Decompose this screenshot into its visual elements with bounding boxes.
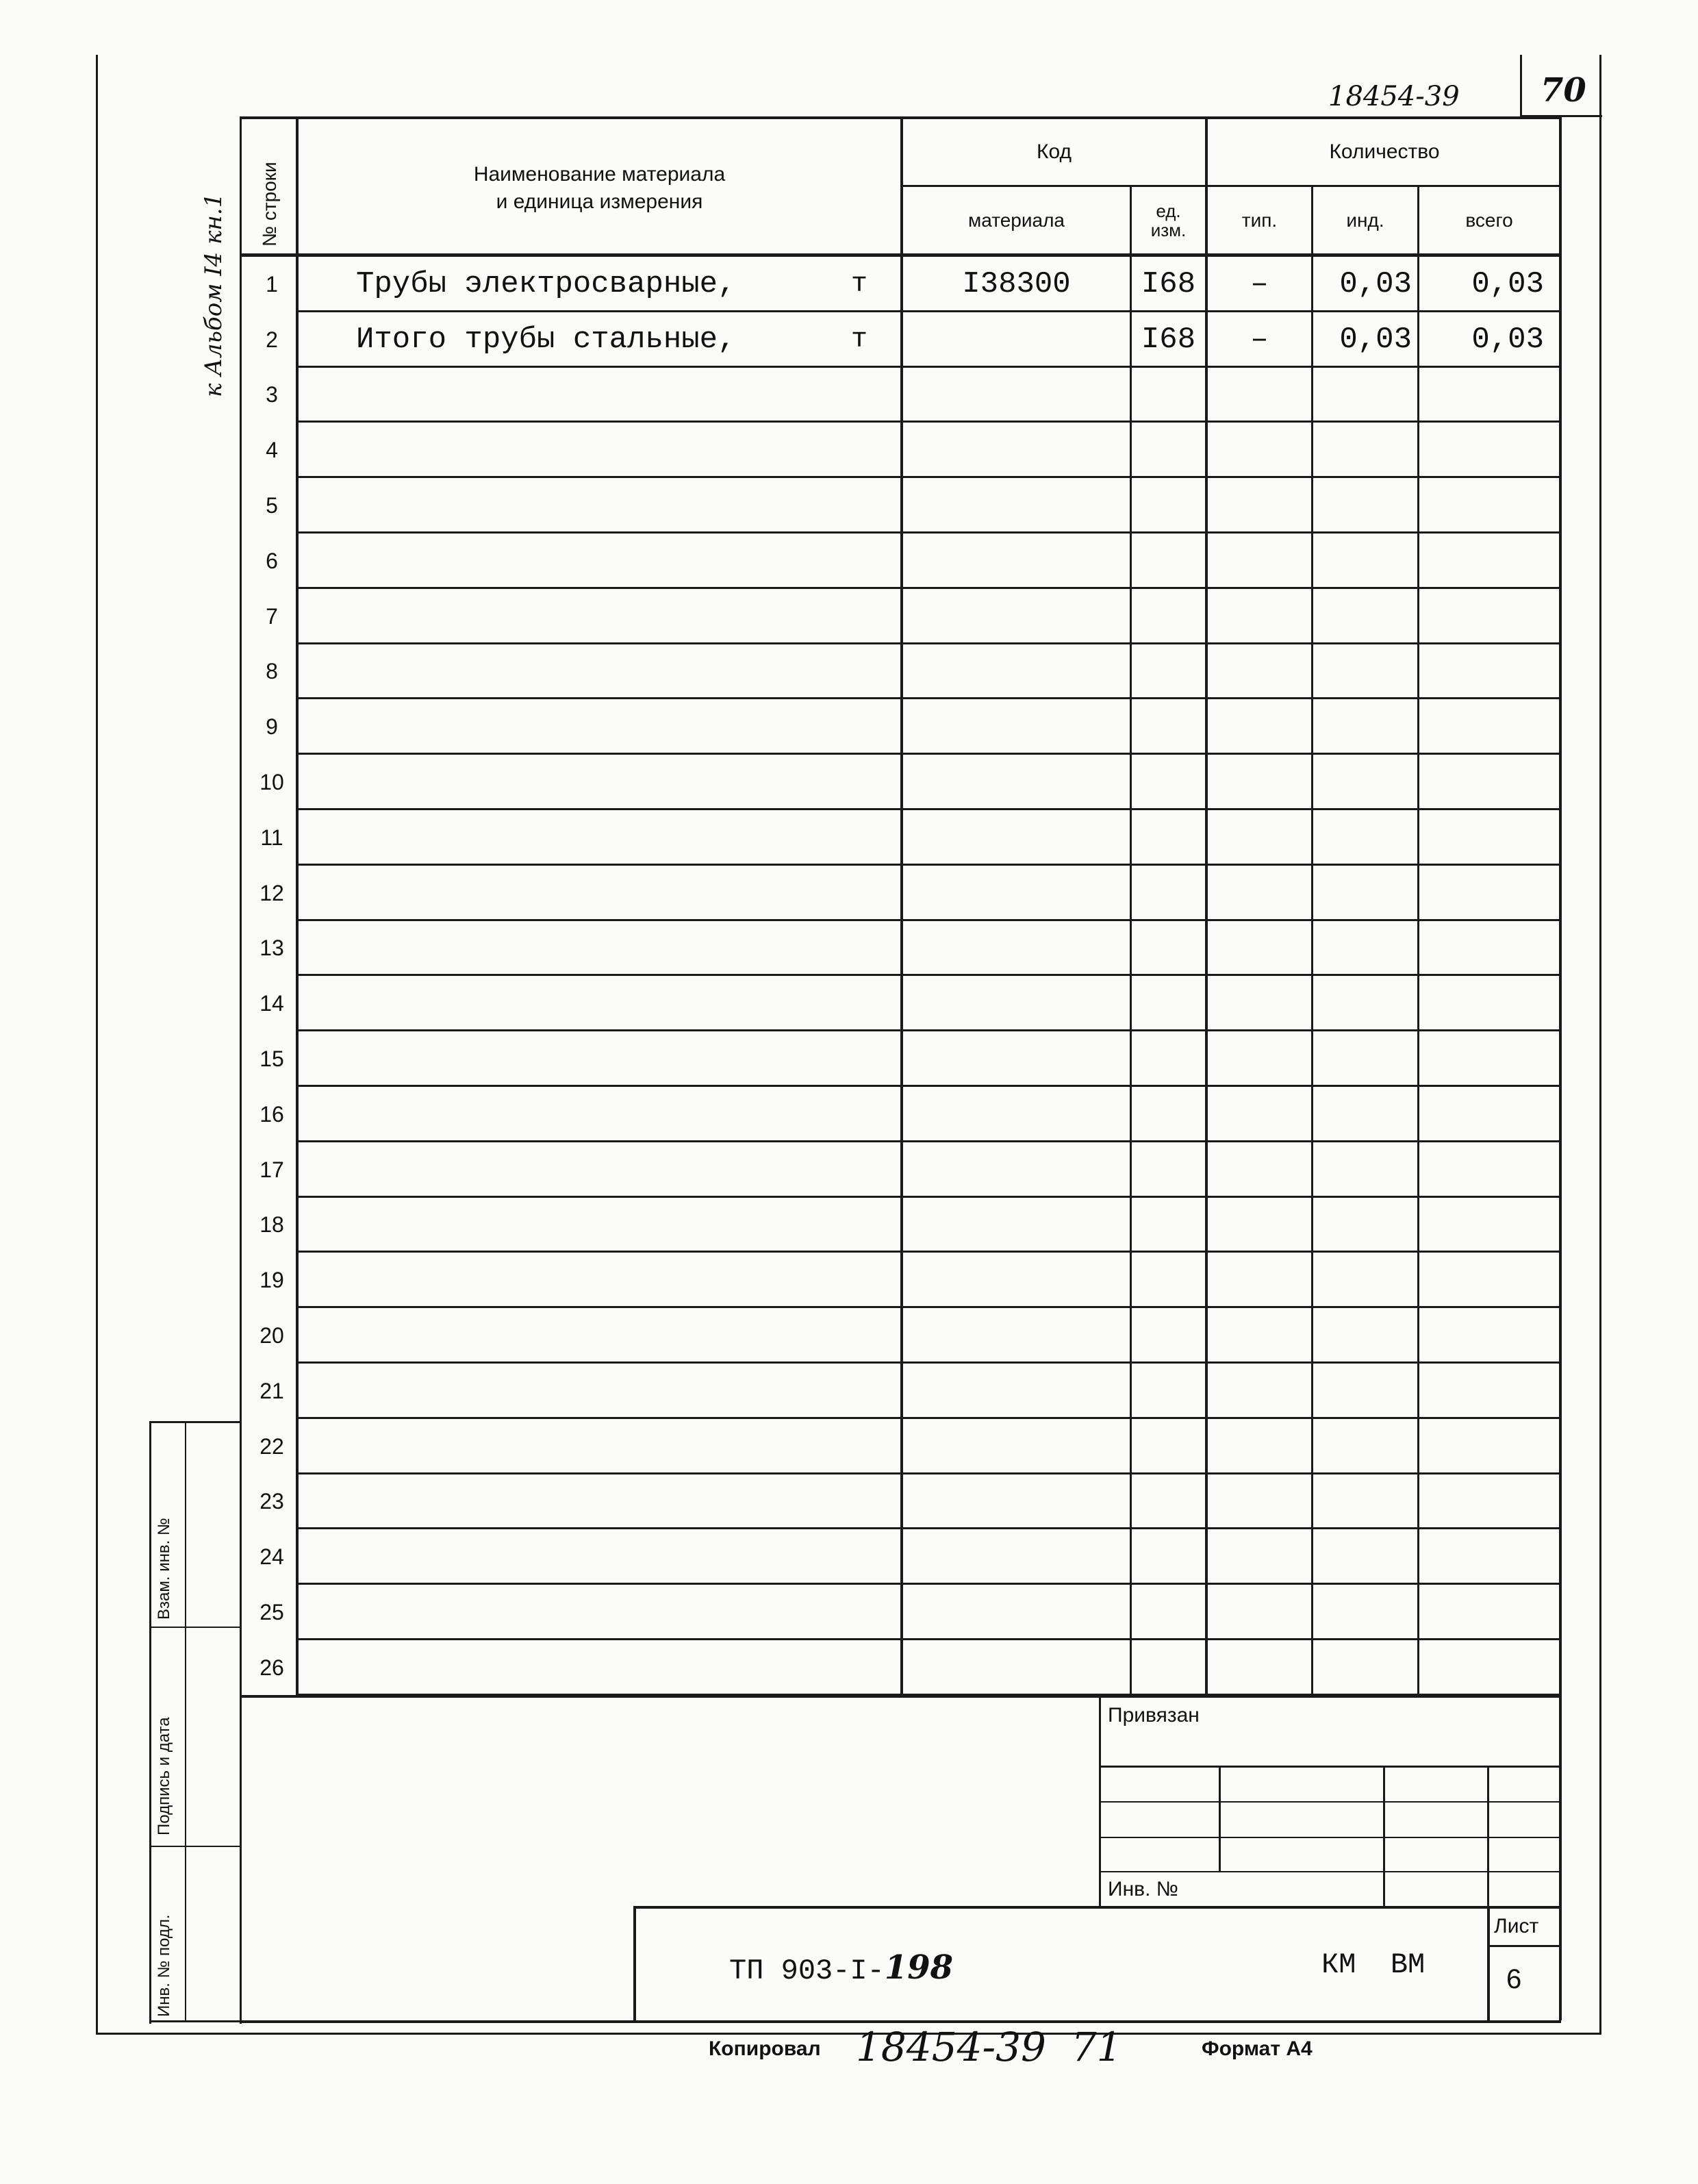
copied-label: Копировал [709, 2037, 821, 2060]
header-qty-typ: тип. [1241, 210, 1278, 231]
document-number: 18454-39 [1328, 81, 1460, 112]
row-number: 17 [259, 1157, 284, 1182]
qty-typ: – [1250, 267, 1269, 302]
designation-handwritten: 198 [884, 1948, 954, 1987]
page-number: 70 [1541, 71, 1586, 110]
header-qty-total: всего [1465, 210, 1513, 231]
designation-printed: ТП 903-I- [729, 1955, 885, 1987]
row-rule [296, 1583, 1561, 1585]
material-name: Итого трубы стальные, [356, 323, 736, 357]
subheader-rule [900, 185, 1561, 187]
row-number: 3 [266, 382, 278, 407]
title-block-left [633, 1906, 636, 2022]
material-unit: т [850, 268, 867, 300]
material-code: I38300 [962, 267, 1071, 302]
side-block-bottom [149, 2020, 242, 2022]
row-rule [296, 1140, 1561, 1142]
header-qty-ind: инд. [1346, 210, 1384, 231]
table-left-border [240, 116, 242, 2024]
row-number: 24 [259, 1544, 284, 1570]
row-number: 23 [259, 1489, 284, 1514]
row-rule [296, 864, 1561, 866]
sheet-label: Лист [1494, 1915, 1539, 1937]
qty-ind: 0,03 [1339, 267, 1412, 302]
row-number: 26 [259, 1655, 284, 1680]
col-divider-rowno [296, 116, 299, 1695]
row-number: 6 [266, 548, 278, 573]
qty-total: 0,03 [1471, 267, 1544, 302]
sheet-number: 6 [1506, 1964, 1522, 1994]
row-number: 7 [266, 603, 278, 629]
stamp-rule-2 [1099, 1801, 1561, 1803]
stamp-col-2 [1383, 1766, 1385, 1906]
row-rule [296, 1085, 1561, 1087]
material-code [903, 312, 1130, 368]
col-divider-typ [1311, 185, 1313, 1695]
header-row-number: № строки [259, 162, 280, 247]
row-number: 19 [259, 1268, 284, 1293]
row-rule [296, 587, 1561, 589]
row-rule [296, 1472, 1561, 1474]
row-number: 21 [259, 1378, 284, 1403]
row-number: 25 [259, 1600, 284, 1625]
row-rule [296, 808, 1561, 810]
title-block-top [633, 1906, 1561, 1909]
table-body-bottom [240, 1695, 1561, 1698]
side-label-inv: Инв. № подл. [155, 1914, 173, 2017]
table-right-border [1559, 116, 1562, 2020]
privyazan-label: Привязан [1108, 1704, 1200, 1727]
row-number: 13 [259, 936, 284, 961]
row-rule [296, 1527, 1561, 1529]
row-rule [296, 1306, 1561, 1308]
unit-code: I68 [1141, 323, 1196, 357]
qty-total: 0,03 [1471, 323, 1544, 357]
row-number: 9 [266, 714, 278, 740]
side-block-rule-1 [149, 1627, 242, 1628]
stamp-col-1 [1219, 1766, 1221, 1872]
stamp-rule-1 [1099, 1766, 1561, 1768]
side-block-top [149, 1421, 242, 1423]
row-rule [296, 531, 1561, 534]
row-number: 20 [259, 1323, 284, 1348]
stamp-rule-4 [1099, 1871, 1561, 1872]
document-codes: КМ ВМ [1321, 1948, 1425, 1981]
header-code-unit: ед. изм. [1150, 201, 1187, 240]
row-number: 18 [259, 1212, 284, 1238]
row-rule [296, 476, 1561, 478]
row-rule [296, 1417, 1561, 1419]
row-rule [296, 919, 1561, 921]
copied-value: 18454-39 71 [856, 2024, 1122, 2070]
row-number: 11 [260, 825, 283, 850]
row-number: 4 [266, 438, 278, 463]
row-number: 5 [266, 493, 278, 518]
row-rule [296, 421, 1561, 423]
page-bottom-border [96, 2033, 1601, 2035]
side-block-left [149, 1421, 151, 2024]
row-number: 12 [259, 880, 284, 905]
row-rule [296, 697, 1561, 699]
unit-code: I68 [1141, 267, 1196, 302]
header-code: Код [1036, 140, 1072, 163]
row-number: 1 [266, 271, 278, 297]
qty-ind: 0,03 [1339, 323, 1412, 357]
designation [729, 1948, 953, 1987]
row-number: 2 [266, 327, 278, 352]
row-rule [296, 642, 1561, 644]
col-divider-code [1130, 185, 1132, 1695]
side-label-signature: Подпись и дата [155, 1717, 173, 1835]
row-number: 14 [259, 991, 284, 1016]
album-note: к Альбом I4 кн.1 [200, 192, 227, 397]
header-code-material: материала [968, 210, 1065, 231]
format-label: Формат А4 [1202, 2037, 1313, 2060]
row-rule [296, 974, 1561, 976]
row-number: 8 [266, 659, 278, 684]
page-left-border [96, 55, 98, 2034]
row-rule [296, 1196, 1561, 1198]
row-number: 10 [259, 770, 284, 795]
row-number: 16 [259, 1101, 284, 1127]
row-rule [296, 1361, 1561, 1364]
material-name: Трубы электросварные, [356, 267, 736, 302]
row-rule [296, 1029, 1561, 1031]
row-rule [296, 1638, 1561, 1640]
material-unit: т [850, 324, 867, 355]
row-number: 15 [259, 1046, 284, 1072]
page-number-box-divider [1520, 55, 1522, 116]
stamp-rule-3 [1099, 1837, 1561, 1838]
side-block-divider [185, 1421, 186, 2022]
page-right-border [1599, 55, 1601, 2034]
side-block-rule-2 [149, 1846, 242, 1847]
qty-typ: – [1250, 323, 1269, 357]
sheet-box-left [1487, 1906, 1490, 2022]
row-rule [296, 1251, 1561, 1253]
inventory-number-label: Инв. № [1108, 1878, 1178, 1900]
row-rule [296, 753, 1561, 755]
col-divider-ind [1417, 185, 1419, 1695]
header-material-name: Наименование материала и единица измерения [473, 163, 726, 213]
side-label-replacement: Взам. инв. № [155, 1518, 173, 1620]
sheet-box-rule [1487, 1945, 1561, 1947]
header-quantity: Количество [1329, 140, 1440, 163]
stamp-col-3 [1487, 1766, 1489, 1906]
row-number: 22 [259, 1433, 284, 1459]
title-block-bottom [240, 2020, 1561, 2023]
